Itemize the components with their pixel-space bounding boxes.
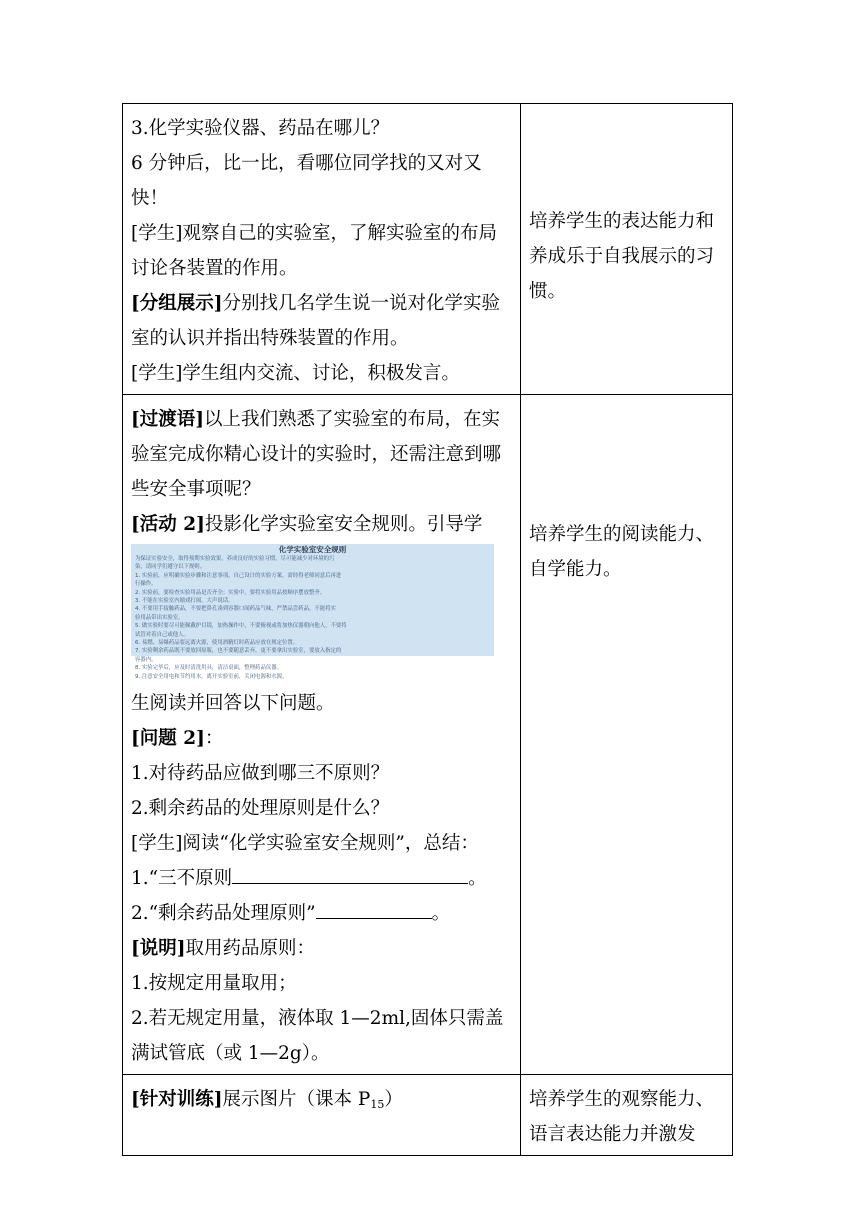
- rules-line: 1. 实验前，应明确实验步骤和注意事项，自己设计的实验方案，需经得老师同意后再进: [135, 572, 342, 579]
- rules-line: 8. 实验完毕后，应及时清洗用具，清洁桌面，整理药品仪器。: [135, 665, 283, 672]
- group-show: [131, 286, 512, 356]
- student-observe: [131, 216, 512, 286]
- rules-line: 3. 不能在实验室内嬉戏打闹，大声说话。: [135, 598, 234, 605]
- activity-cell: [123, 395, 521, 1075]
- student-discuss: [学生]学生组内交流、讨论，积极发言。: [131, 363, 460, 384]
- goal-text: 培养学生的表达能力和养成乐于自我展示的习惯。: [529, 211, 715, 302]
- table-row: [123, 1075, 733, 1156]
- line: 6 分钟后，比一比，看哪位同学找的又对又: [131, 153, 482, 174]
- training: [131, 1082, 512, 1117]
- transition: [131, 402, 512, 507]
- student-tag: [学生]: [131, 223, 183, 244]
- rules-line: 容器内。: [135, 656, 157, 663]
- note-tag: [说明]: [131, 938, 186, 959]
- lesson-plan-table: [122, 103, 733, 1156]
- activity-cell: [123, 104, 521, 395]
- table-row: [123, 395, 733, 1075]
- rules-line: 4. 不要用手接触药品，不要把鼻孔凑到容器口闻药品气味，严禁品尝药品，不能将实: [135, 606, 336, 613]
- group-text: 分别找几名学生说一说对化学实验室的认识并指出特殊装置的作用。: [131, 293, 501, 349]
- goal-cell: [521, 395, 733, 1075]
- activity-text: 投影化学实验室安全规则。引导学: [204, 514, 483, 535]
- rules-line: 7. 实验剩余药品既不要放回原瓶，也不要随意丢弃，更不要拿出实验室，要放入指定的: [135, 648, 342, 655]
- activity-cell: [123, 1075, 521, 1156]
- rules-line: 9. 注意安全用电和节约用水，离开实验室前，关闭电源和水源。: [135, 673, 288, 680]
- table-row: [123, 104, 733, 395]
- training-tag: [针对训练]: [131, 1089, 223, 1110]
- blank-2: [131, 896, 512, 931]
- line: 3.化学实验仪器、药品在哪儿？: [131, 118, 390, 139]
- blank-2-line[interactable]: [316, 898, 432, 919]
- transition-text: 以上我们熟悉了实验室的布局，在实验室完成你精心设计的实验时，还需注意到哪些安全事项呢？: [131, 409, 502, 500]
- note-2: 2.若无规定用量，液体取 1—2ml,固体只需盖: [131, 1008, 504, 1029]
- rules-line: 6. 易燃、易爆药品要远离火源，使用酒精灯时药品应放在规定位置。: [135, 640, 299, 647]
- safety-rules-image: [131, 544, 494, 680]
- note-3: 满试管底（或 1—2g）。: [131, 1043, 330, 1064]
- note: [131, 931, 512, 966]
- student-summary: [学生]阅读“化学实验室安全规则”，总结：: [131, 833, 479, 854]
- question-heading: [131, 721, 512, 756]
- training-text: 展示图片（课本 P: [222, 1089, 371, 1110]
- rules-line: 染，请同学们遵守以下规则。: [135, 564, 206, 571]
- blank-1-end: 。: [468, 868, 487, 889]
- rules-line: 5. 做实验时要尽可能佩戴护目镜，加热操作中，不要俯视或将加热仪器朝向他人，不要将: [135, 623, 347, 630]
- goal-cell: [521, 104, 733, 395]
- rules-line: 试管对着自己或他人。: [135, 631, 189, 638]
- rules-title: 化学实验室安全规则: [278, 545, 347, 554]
- question-1: 1.对待药品应做到哪三不原则？: [131, 763, 390, 784]
- question-2: 2.剩余药品的处理原则是什么？: [131, 798, 390, 819]
- note-text: 取用药品原则：: [185, 938, 316, 959]
- line: 快！: [131, 188, 169, 209]
- read-line: 生阅读并回答以下问题。: [131, 693, 335, 714]
- blank-1-label: 1.“三不原则: [131, 868, 233, 889]
- student-text: 观察自己的实验室，了解实验室的布局讨论各装置的作用。: [131, 223, 497, 279]
- note-1: 1.按规定用量取用；: [131, 973, 297, 994]
- rules-line: 行操作。: [135, 581, 157, 588]
- transition-tag: [过渡语]: [131, 409, 205, 430]
- activity-tag: [活动 2]: [131, 514, 205, 535]
- question-tag: [问题 2]: [131, 728, 205, 749]
- page-subscript: 15: [370, 1098, 385, 1111]
- goal-text: 培养学生的观察能力、语言表达能力并激发: [529, 1089, 715, 1145]
- activity: [131, 507, 512, 542]
- rules-line: 验用品带出实验室。: [135, 614, 184, 621]
- blank-1-line[interactable]: [232, 863, 468, 884]
- rules-line: 为保证实验安全，取得预期实验效果，养成良好的实验习惯，尽可能减少对环境的污: [135, 556, 335, 562]
- blank-2-end: 。: [431, 903, 451, 924]
- blank-2-label: 2.“剩余药品处理原则”: [131, 903, 316, 924]
- goal-text: 培养学生的阅读能力、自学能力。: [529, 524, 715, 580]
- blank-1: [131, 861, 512, 896]
- group-tag: [分组展示]: [131, 293, 223, 314]
- rules-line: 2. 实验前，要检查实验用品是否齐全；实验中，要将实验用品按顺序摆放整齐。: [135, 589, 326, 596]
- question-colon: ：: [204, 728, 224, 749]
- goal-cell: [521, 1075, 733, 1156]
- training-close: ）: [384, 1089, 403, 1110]
